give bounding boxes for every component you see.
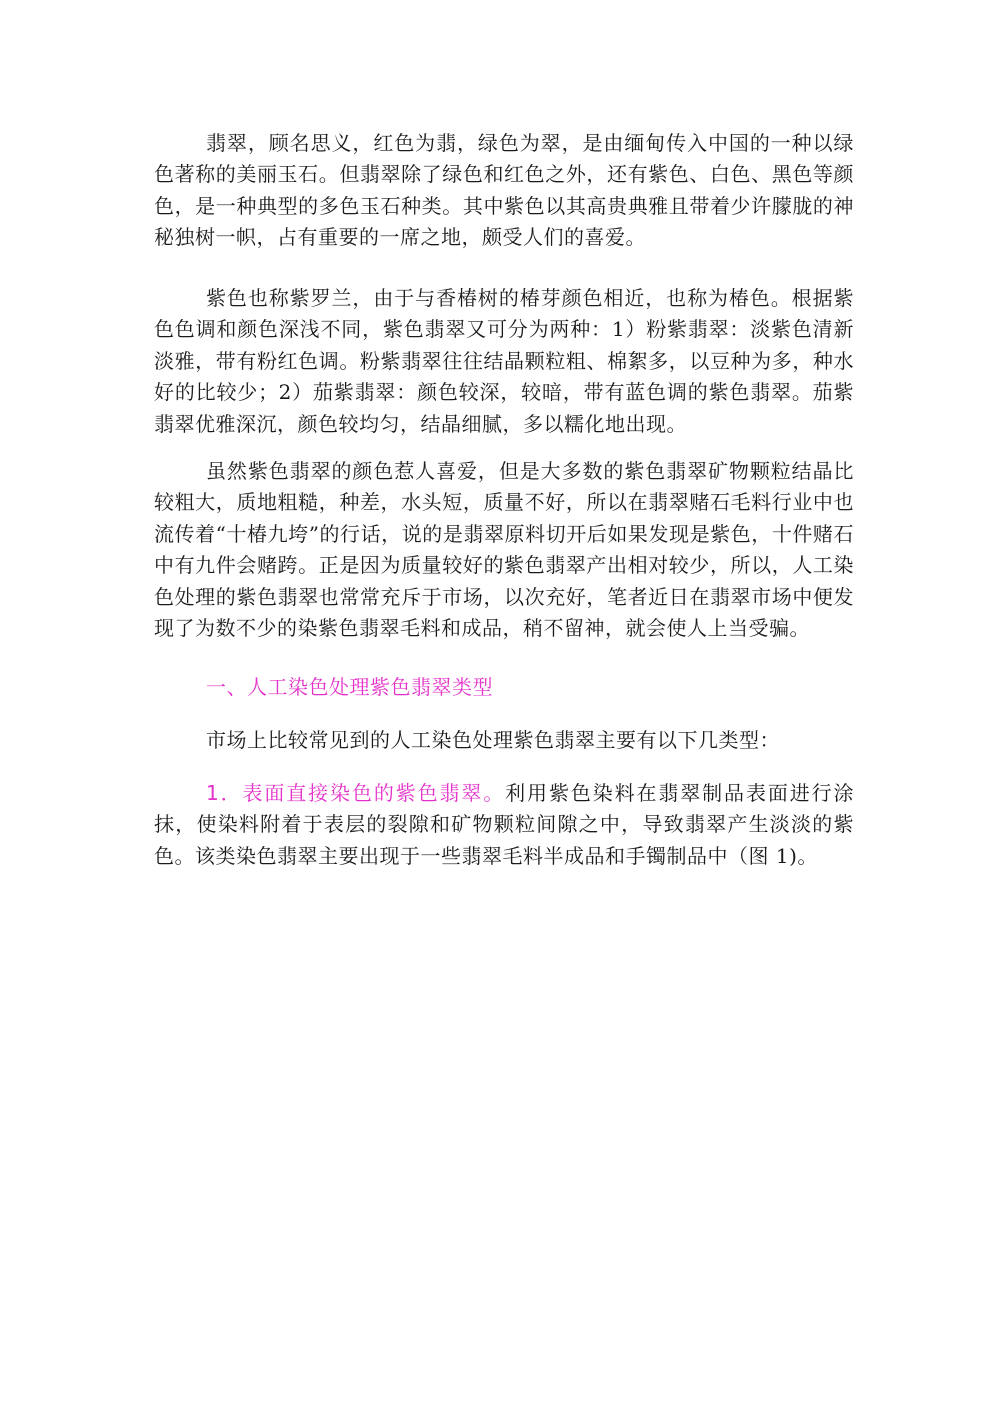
paragraph-item-1 — [154, 778, 854, 872]
paragraph-intro-jadeite: 翡翠，顾名思义，红色为翡，绿色为翠，是由缅甸传入中国的一种以绿色著称的美丽玉石。但翡翠除了绿色和红色之外，还有紫色、白色、黑色等颜色，是一种典型的多色玉石种类。其中紫色以其高贵典雅且带着少许朦胧的神秘独树一帜，占有重要的一席之地，颇受人们的喜爱。 — [154, 131, 854, 250]
item-1-label: 1．表面直接染色的紫色翡翠。 — [206, 781, 506, 805]
paragraph-market-dyeing: 虽然紫色翡翠的颜色惹人喜爱，但是大多数的紫色翡翠矿物颗粒结晶比较粗大，质地粗糙，种差，水头短，质量不好，所以在翡翠赌石毛料行业中也流传着“十椿九垮”的行话，说的是翡翠原料切开后如果发现是紫色，十件赌石中有九件会赌跨。正是因为质量较好的紫色翡翠产出相对较少，所以，人工染色处理的紫色翡翠也常常充斥于市场，以次充好，笔者近日在翡翠市场中便发现了为数不少的染紫色翡翠毛料和成品，稍不留神，就会使人上当受骗。 — [154, 459, 854, 641]
paragraph-types-intro: 市场上比较常见到的人工染色处理紫色翡翠主要有以下几类型： — [206, 728, 780, 752]
section-heading: 一、人工染色处理紫色翡翠类型 — [206, 675, 493, 699]
item-1-text: 利用紫色染料在翡翠制品表面进行涂抹，使染料附着于表层的裂隙和矿物颗粒间隙之中，导致翡翠产生淡淡的紫色。该类染色翡翠主要出现于一些翡翠毛料半成品和手镯制品中（图 1)。 — [154, 781, 854, 868]
paragraph-purple-types: 紫色也称紫罗兰，由于与香椿树的椿芽颜色相近，也称为椿色。根据紫色色调和颜色深浅不同，紫色翡翠又可分为两种：1）粉紫翡翠：淡紫色清新淡雅，带有粉红色调。粉紫翡翠往往结晶颗粒粗、棉絮多，以豆种为多，种水好的比较少；2）茄紫翡翠：颜色较深，较暗，带有蓝色调的紫色翡翠。茄紫翡翠优雅深沉，颜色较均匀，结晶细腻，多以糯化地出现。 — [154, 286, 854, 436]
